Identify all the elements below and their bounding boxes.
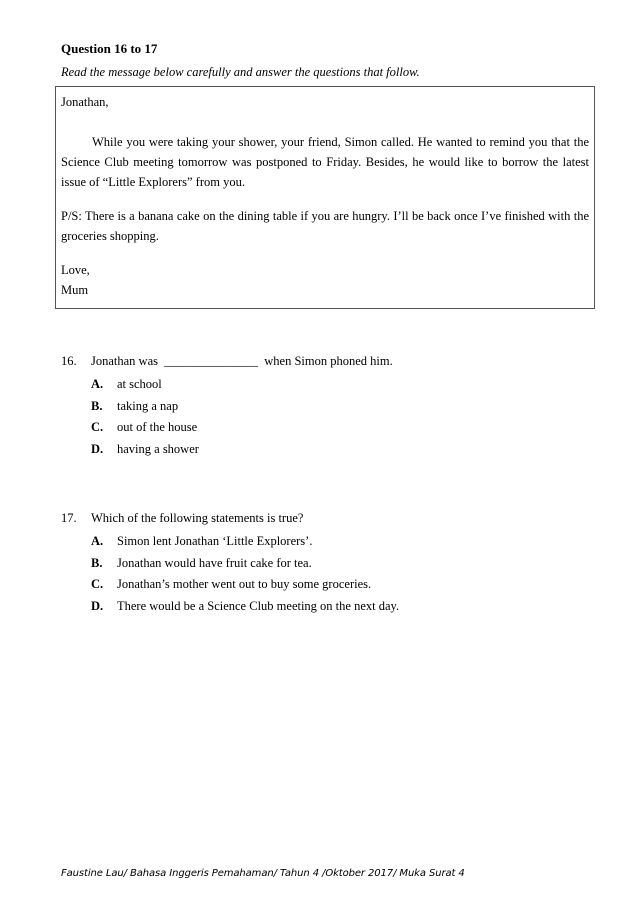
question-stem: Jonathan was _______________ when Simon phoned him. (91, 354, 393, 368)
option-letter: B. (91, 555, 103, 570)
option-letter: A. (91, 377, 104, 391)
message-box (55, 86, 595, 309)
option-letter: D. (91, 598, 104, 613)
option-text: taking a nap (117, 398, 179, 413)
option-letter: B. (91, 398, 103, 413)
option-d[interactable] (61, 442, 581, 464)
section-heading: Question 16 to 17 (61, 41, 158, 56)
option-letter: C. (91, 577, 104, 591)
option-letter: C. (91, 420, 104, 434)
question-16 (61, 354, 581, 463)
message-body: While you were taking your shower, your friend, Simon called. He wanted to remind you that the Science Club meeting tomorrow was postponed to Friday. Besides, he would like to borrow the latest issue of “Little Explorers” from you. (61, 135, 589, 189)
question-stem: Which of the following statements is true? (91, 511, 304, 525)
page-footer: Faustine Lau/ Bahasa Inggeris Pemahaman/ Tahun 4 /Oktober 2017/ Muka Surat 4 (61, 868, 465, 879)
option-text: There would be a Science Club meeting on the next day. (117, 598, 400, 613)
question-17 (61, 511, 581, 620)
message-signature: Mum (61, 283, 89, 297)
message-closing: Love, (61, 263, 90, 277)
option-c[interactable] (61, 577, 581, 599)
option-a[interactable] (61, 534, 581, 556)
option-d[interactable] (61, 599, 581, 621)
option-letter: D. (91, 441, 104, 456)
option-text: Jonathan would have fruit cake for tea. (117, 555, 312, 570)
question-number: 16. (61, 354, 77, 368)
option-text: at school (117, 377, 162, 391)
option-text: Simon lent Jonathan ‘Little Explorers’. (117, 534, 313, 548)
option-text: Jonathan’s mother went out to buy some groceries. (117, 577, 372, 591)
option-letter: A. (91, 534, 104, 548)
option-c[interactable] (61, 420, 581, 442)
option-b[interactable] (61, 399, 581, 421)
message-postscript: P/S: There is a banana cake on the dining table if you are hungry. I’ll be back once I’ve finished with the groceries shopping. (61, 209, 589, 243)
option-text: out of the house (117, 420, 198, 434)
message-salutation: Jonathan, (61, 95, 109, 109)
question-number: 17. (61, 511, 77, 525)
option-text: having a shower (117, 441, 199, 456)
instruction-text: Read the message below carefully and answer the questions that follow. (61, 65, 420, 79)
option-a[interactable] (61, 377, 581, 399)
option-b[interactable] (61, 556, 581, 578)
